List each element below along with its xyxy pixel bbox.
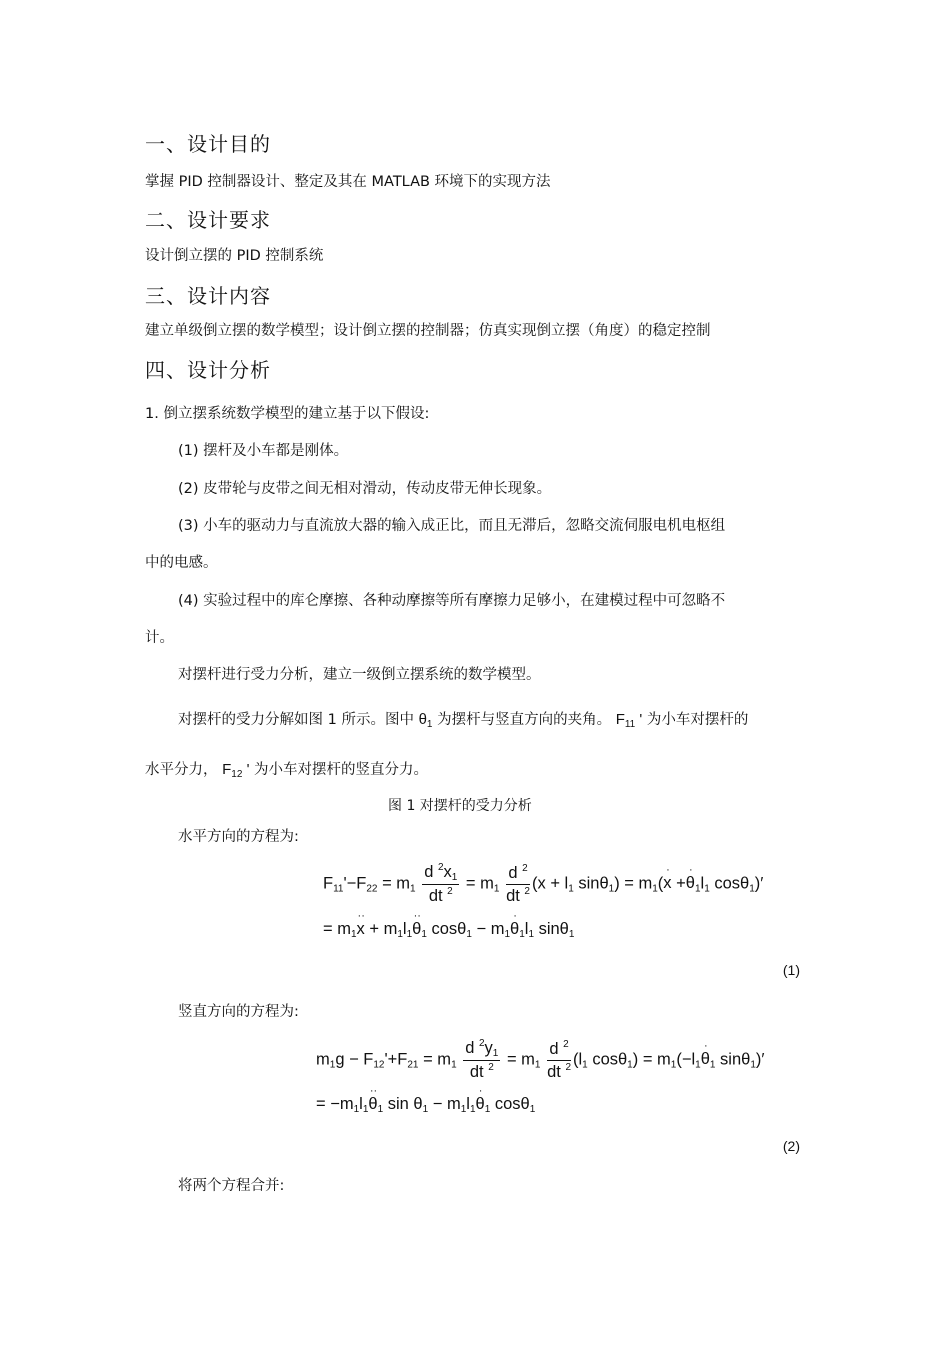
design-content-text: 建立单级倒立摆的数学模型；设计倒立摆的控制器；仿真实现倒立摆（角度）的稳定控制 <box>145 323 711 339</box>
assumption-2: (2) 皮带轮与皮带之间无相对滑动，传动皮带无伸长现象。 <box>178 481 552 497</box>
equation-2-number: (2) <box>782 1138 800 1154</box>
assumption-3-line1: (3) 小车的驱动力与直流放大器的输入成正比，而且无滞后，忽略交流伺服电机电枢组 <box>178 518 726 534</box>
fraction-d2-dt2-b: $\frac{d ^2}{dt ^2}$ <box>547 1038 571 1081</box>
heading-design-purpose: 一、设计目的 <box>145 132 271 156</box>
design-purpose-text: 掌握 PID 控制器设计、整定及其在 MATLAB 环境下的实现方法 <box>145 174 551 190</box>
assumption-4-line1: (4) 实验过程中的库仑摩擦、各种动摩擦等所有摩擦力足够小，在建模过程中可忽略不 <box>178 593 726 609</box>
equation-1-line1: $F_{11}'-F_{22} = m_1$ $\frac{d ^2x_1}{dt ^2}$ = $m_1$ $\frac{d ^2}{dt ^2}$ ($x + l_1$ $\sin\theta_1) = m_1(x$ · +θ · $_1l_1$ cosθ$_1$)′ <box>323 862 764 905</box>
assumption-3-line2: 中的电感。 <box>145 555 218 571</box>
equation-2-line2: = $-m_1l_1\theta$ ·· $_1$ $\sin \theta_1 - m_1l_1\theta$ · $_1$ cosθ$_1$ <box>316 1085 536 1115</box>
theta1-symbol: $\theta_1$ <box>418 711 433 730</box>
vertical-equation-label: 竖直方向的方程为: <box>178 1004 299 1020</box>
combine-equations-label: 将两个方程合并: <box>178 1178 285 1194</box>
equation-2-line1: $m_1g - F_{12}'+F_{21} = m_1$ $\frac{d ^2y_1}{dt ^2}$ = $m_1$ $\frac{d ^2}{dt ^2}$ ($l_1$ $\cos\theta_1) = m_1(-l_1\theta$ · $_1$ sinθ$_1$)′ <box>316 1038 765 1081</box>
design-requirement-text: 设计倒立摆的 PID 控制系统 <box>145 248 324 264</box>
assumptions-intro: 1. 倒立摆系统数学模型的建立基于以下假设: <box>145 406 430 422</box>
fraction-d2-dt2: $\frac{d ^2}{dt ^2}$ <box>506 862 530 905</box>
figure-description-line1: 对摆杆的受力分解如图 1 所示。图中 $\theta_1$ 为摆杆与竖直方向的夹角。 $F_{11}$ ' 为小车对摆杆的 <box>178 711 749 730</box>
force-analysis-intro: 对摆杆进行受力分析，建立一级倒立摆系统的数学模型。 <box>178 667 541 683</box>
figure-caption: 图 1 对摆杆的受力分析 <box>388 798 532 814</box>
f11-symbol: $F_{11}$ ' <box>615 711 643 730</box>
assumption-4-line2: 计。 <box>145 630 174 646</box>
horizontal-equation-label: 水平方向的方程为: <box>178 829 299 845</box>
equation-1-number: (1) <box>782 962 800 978</box>
heading-design-requirement: 二、设计要求 <box>145 208 271 232</box>
fraction-d2x1-dt2: $\frac{d ^2x_1}{dt ^2}$ <box>424 862 458 905</box>
f12-symbol: $F_{12}$ ' <box>222 761 250 780</box>
equation-1-line2: = $m_1x$ ·· + $m_1l_1\theta$ ·· $_1$ $\cos\theta_1 - m_1\theta$ · $_1l_1$ sinθ$_1$ <box>323 910 575 940</box>
heading-design-analysis: 四、设计分析 <box>145 358 271 382</box>
assumption-1: (1) 摆杆及小车都是刚体。 <box>178 443 349 459</box>
figure-description-line2: 水平分力， $F_{12}$ ' 为小车对摆杆的竖直分力。 <box>145 761 429 780</box>
fraction-d2y1-dt2: $\frac{d ^2y_1}{dt ^2}$ <box>465 1038 499 1081</box>
heading-design-content: 三、设计内容 <box>145 284 271 308</box>
